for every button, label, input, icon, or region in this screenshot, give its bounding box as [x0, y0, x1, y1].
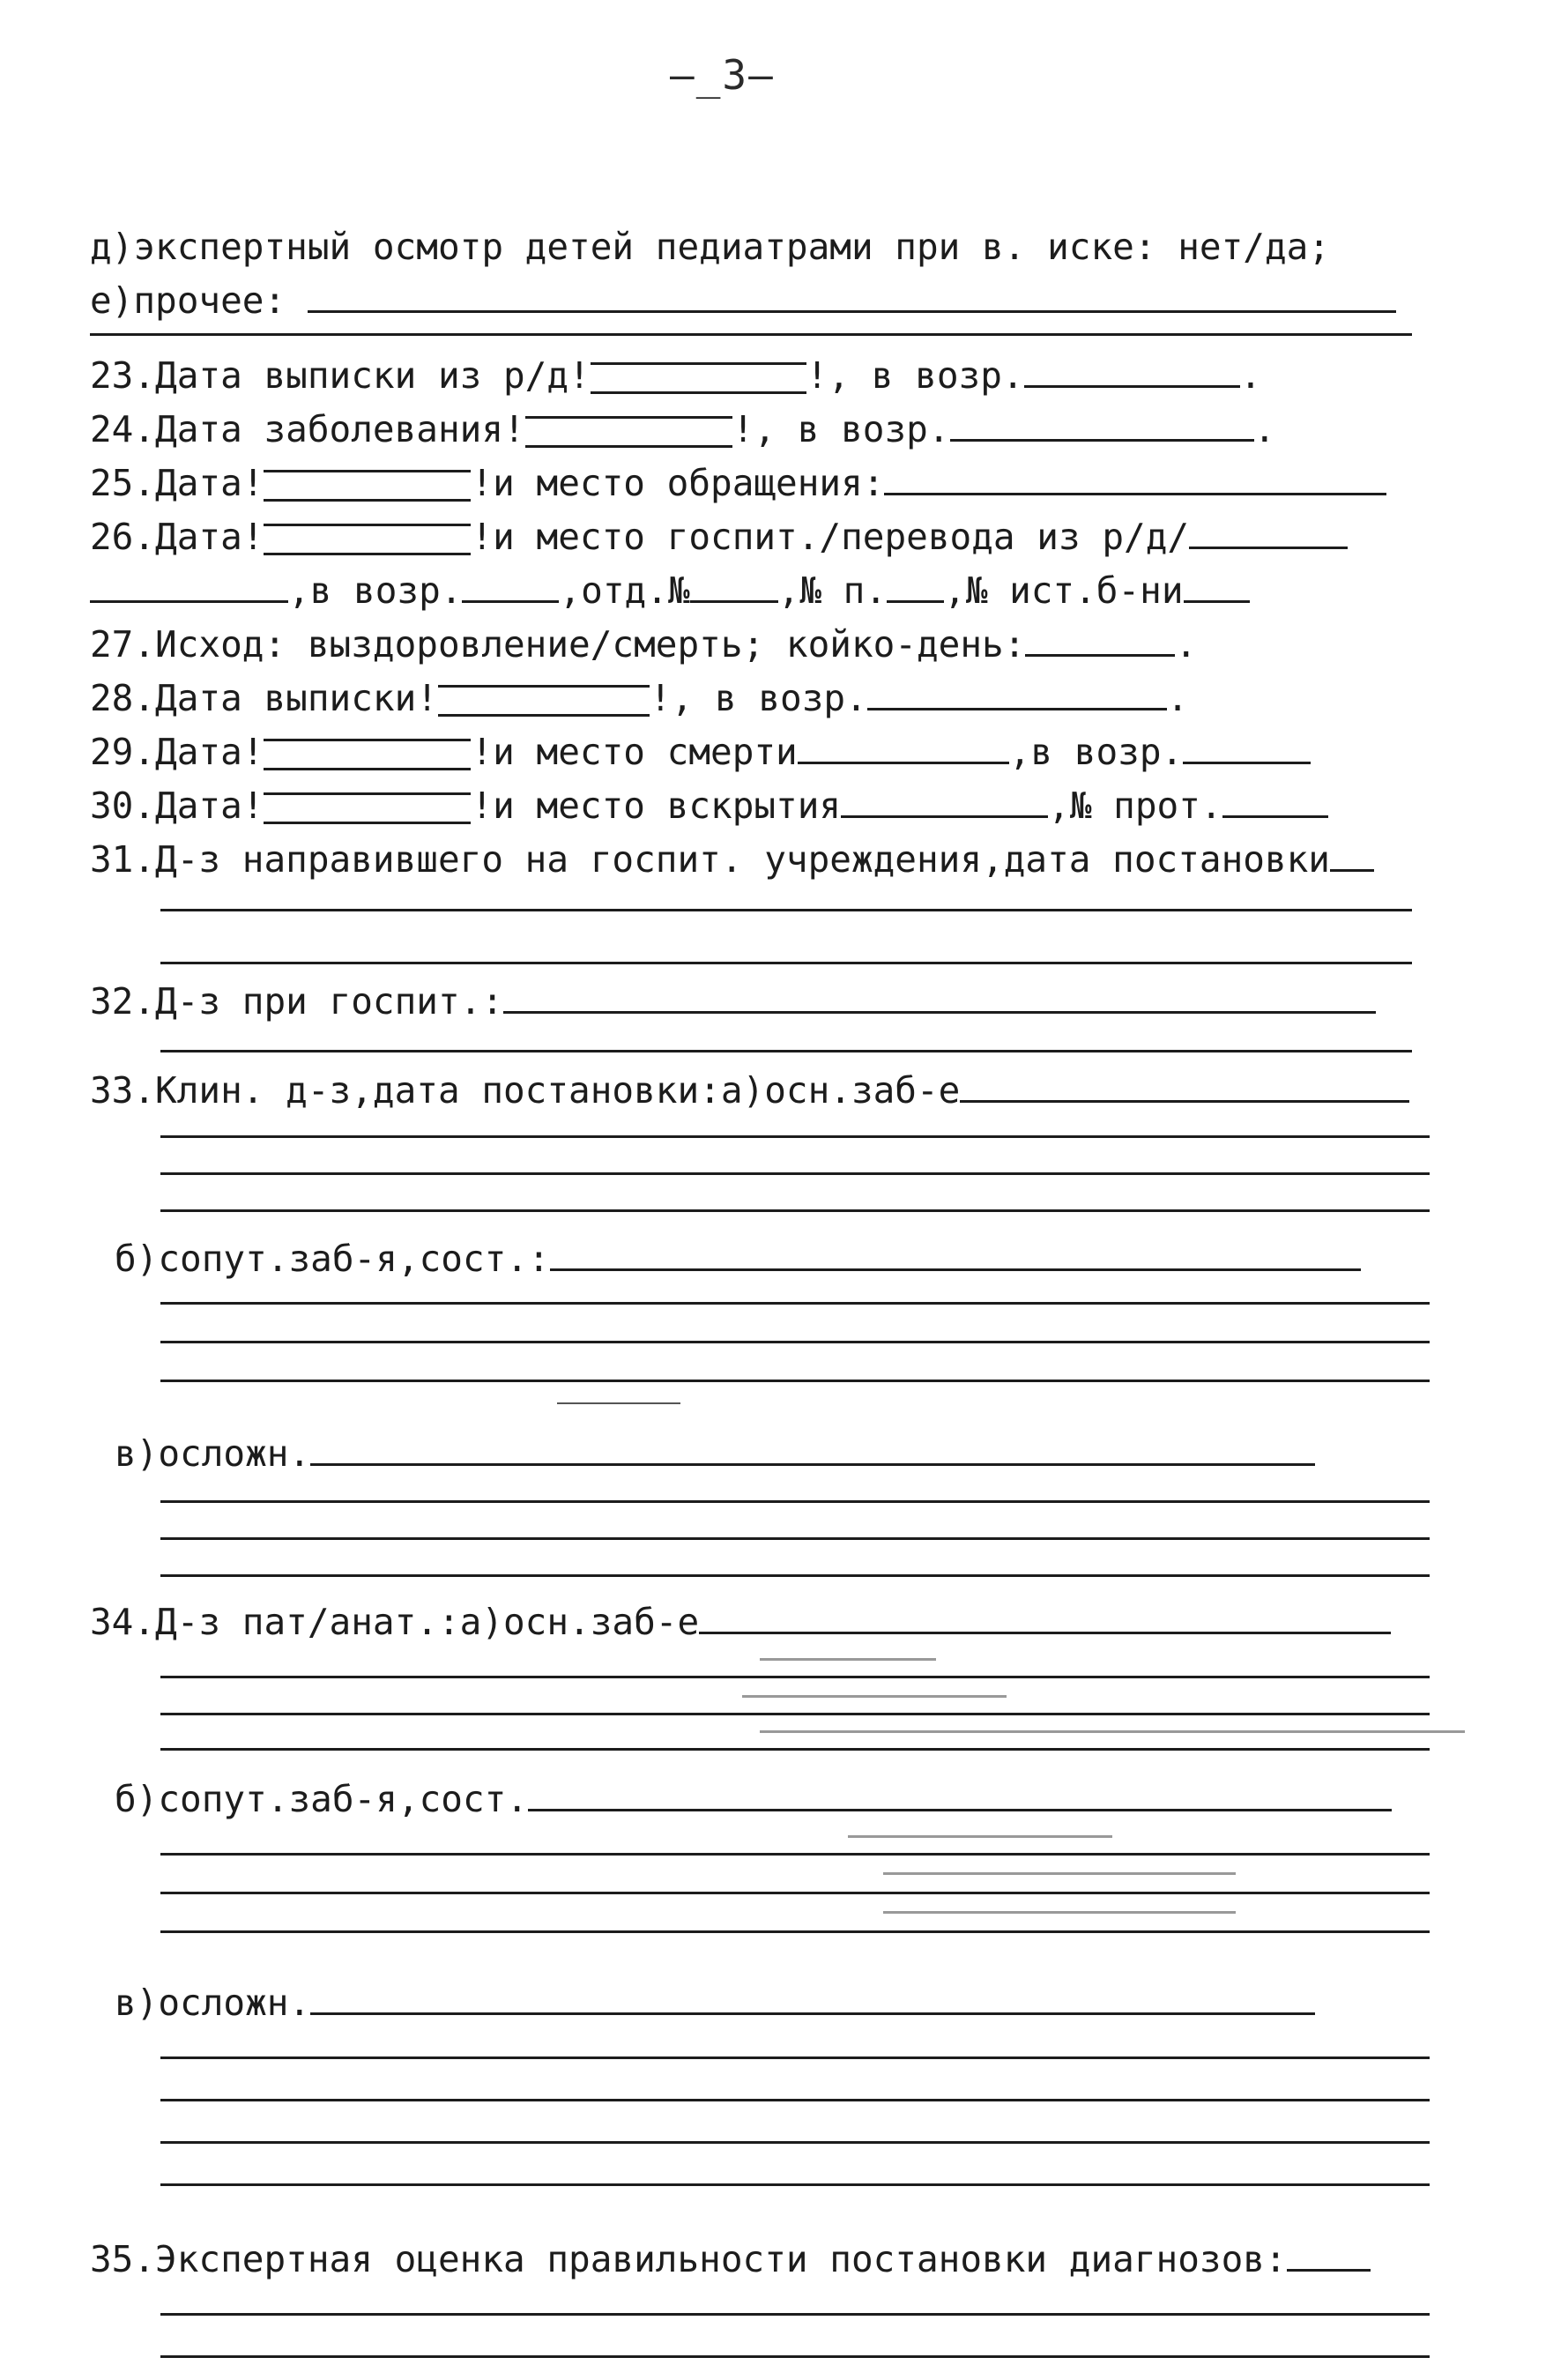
clinical-main-field[interactable] [960, 1068, 1409, 1103]
item-33c [90, 1427, 1447, 1481]
item-30-place-label: !и место вскрытия [471, 785, 842, 827]
discharge2-date-box[interactable] [438, 685, 650, 717]
faded-text [742, 1695, 1007, 1698]
item-33 [90, 1064, 1447, 1118]
item-33c-lines [90, 1481, 1447, 1595]
item-32 [90, 975, 1447, 1029]
write-line[interactable] [160, 2056, 1430, 2059]
item-31 [90, 833, 1447, 887]
item-35 [90, 2233, 1447, 2287]
item-34c-lines [90, 2030, 1447, 2233]
item-33c-label: в)осложн. [115, 1432, 311, 1475]
clinical-complications-field[interactable] [310, 1432, 1315, 1466]
item-23-age-label: !, в возр. [806, 354, 1024, 397]
item-28-end: . [1166, 677, 1189, 719]
item-33b [90, 1232, 1447, 1286]
item-24-end: . [1253, 408, 1276, 450]
discharge-date-box[interactable] [591, 362, 806, 394]
pathology-concomitant-field[interactable] [528, 1777, 1392, 1811]
item-27-end: . [1175, 623, 1198, 666]
item-24 [90, 403, 1447, 457]
item-34b-label: б)сопут.заб-я,сост. [115, 1778, 528, 1820]
write-line[interactable] [160, 1748, 1430, 1751]
item-23-label: 23.Дата выписки из р/д! [90, 354, 591, 397]
item-33-label: 33.Клин. д-з,дата постановки:а)осн.заб-е [90, 1069, 961, 1112]
write-line[interactable] [160, 2141, 1430, 2144]
faded-text [848, 1835, 1112, 1838]
pathology-complications-field[interactable] [310, 1981, 1315, 2015]
appeal-place-field[interactable] [884, 461, 1386, 495]
item-25-place-label: !и место обращения: [471, 462, 885, 504]
item-24-label: 24.Дата заболевания! [90, 408, 525, 450]
item-34b-lines [90, 1826, 1447, 1976]
item-30 [90, 779, 1447, 833]
item-32-lines [90, 1029, 1447, 1064]
faded-text [883, 1911, 1236, 1914]
item-d-expert-exam [90, 220, 1447, 274]
write-line[interactable] [160, 1341, 1430, 1343]
write-line[interactable] [160, 1892, 1430, 1894]
item-30-protocol-label: ,№ прот. [1048, 785, 1222, 827]
item-26-age-label: ,в возр. [288, 569, 463, 612]
item-26-room-label: ,№ п. [777, 569, 888, 612]
write-line[interactable] [160, 1713, 1430, 1715]
write-line[interactable] [160, 2313, 1430, 2316]
item-29 [90, 725, 1447, 779]
item-28 [90, 672, 1447, 725]
bed-days-field[interactable] [1025, 622, 1175, 657]
clinical-concomitant-field[interactable] [550, 1237, 1361, 1271]
item-e-other [90, 274, 1447, 328]
write-line[interactable] [160, 1135, 1430, 1138]
faded-text [760, 1658, 936, 1661]
item-35-lines [90, 2287, 1447, 2366]
item-29-label: 29.Дата! [90, 731, 264, 773]
death-date-box[interactable] [264, 739, 471, 770]
item-34c-label: в)осложн. [115, 1982, 311, 2024]
department-field[interactable] [690, 569, 778, 603]
admission-diagnosis-field[interactable] [503, 979, 1376, 1014]
item-26-label: 26.Дата! [90, 516, 264, 558]
item-27-label: 27.Исход: выздоровление/смерть; койко-день: [90, 623, 1026, 666]
hospitalization-date-box[interactable] [264, 524, 471, 555]
item-34c [90, 1976, 1447, 2030]
item-25 [90, 457, 1447, 510]
item-26-place-label: !и место госпит./перевода из р/д/ [471, 516, 1190, 558]
item-26-history-label: ,№ ист.б-ни [944, 569, 1184, 612]
write-line[interactable] [160, 962, 1412, 964]
expert-assessment-field[interactable] [1287, 2237, 1371, 2272]
write-line[interactable] [160, 1380, 1430, 1382]
hospitalization-place-field-cont[interactable] [90, 569, 288, 603]
hospitalization-age-field[interactable] [462, 569, 559, 603]
write-line[interactable] [160, 909, 1412, 911]
discharge2-age-field[interactable] [867, 676, 1167, 710]
item-23 [90, 349, 1447, 403]
write-line[interactable] [160, 1209, 1430, 1212]
death-age-field[interactable] [1183, 730, 1311, 764]
item-28-age-label: !, в возр. [649, 677, 867, 719]
item-30-label: 30.Дата! [90, 785, 264, 827]
appeal-date-box[interactable] [264, 470, 471, 502]
illness-date-box[interactable] [525, 416, 732, 448]
page-number: –_3– [670, 51, 775, 99]
item-32-label: 32.Д-з при госпит.: [90, 980, 503, 1023]
referral-diagnosis-field[interactable] [1330, 837, 1374, 872]
item-24-age-label: !, в возр. [732, 408, 950, 450]
autopsy-date-box[interactable] [264, 792, 471, 824]
item-26 [90, 510, 1447, 564]
item-33-lines [90, 1118, 1447, 1232]
item-23-end: . [1239, 354, 1262, 397]
item-26-dept-label: ,отд.№ [559, 569, 690, 612]
protocol-number-field[interactable] [1222, 784, 1328, 818]
item-31-lines [90, 887, 1447, 975]
pathology-main-field[interactable] [699, 1600, 1391, 1634]
write-line[interactable] [160, 2099, 1430, 2101]
item-25-label: 25.Дата! [90, 462, 264, 504]
medical-record-form [90, 220, 1447, 2366]
write-line[interactable] [160, 1172, 1430, 1175]
item-33b-lines [90, 1286, 1447, 1427]
separator-line [90, 333, 1412, 336]
item-34b [90, 1773, 1447, 1826]
item-29-place-label: !и место смерти [471, 731, 798, 773]
item-35-label: 35.Экспертная оценка правильности постановки диагнозов: [90, 2238, 1287, 2280]
faded-text [883, 1872, 1236, 1875]
faded-text [760, 1730, 1465, 1733]
item-d-label: д)экспертный осмотр детей педиатрами при в. иске: нет/да; [90, 226, 1330, 268]
item-34 [90, 1595, 1447, 1649]
item-28-label: 28.Дата выписки! [90, 677, 438, 719]
write-line[interactable] [160, 1574, 1430, 1577]
discharge-age-field[interactable] [1024, 353, 1240, 388]
illness-age-field[interactable] [950, 407, 1254, 442]
death-place-field[interactable] [798, 730, 1009, 764]
autopsy-place-field[interactable] [841, 784, 1048, 818]
item-34-label: 34.Д-з пат/анат.:а)осн.заб-е [90, 1601, 700, 1643]
write-line[interactable] [160, 1676, 1430, 1678]
item-e-label: е)прочее: [90, 279, 286, 322]
other-field[interactable] [308, 279, 1396, 313]
item-34-lines [90, 1649, 1447, 1773]
write-line[interactable] [160, 2355, 1430, 2358]
write-line[interactable] [160, 1930, 1430, 1933]
write-line[interactable] [160, 1500, 1430, 1503]
write-line[interactable] [160, 1853, 1430, 1856]
write-line[interactable] [160, 2183, 1430, 2186]
write-line[interactable] [160, 1302, 1430, 1305]
item-27 [90, 618, 1447, 672]
item-33b-label: б)сопут.заб-я,сост.: [115, 1238, 550, 1280]
write-line[interactable] [160, 1050, 1412, 1052]
hospitalization-place-field[interactable] [1189, 515, 1348, 549]
write-line[interactable] [160, 1537, 1430, 1540]
item-31-label: 31.Д-з направившего на госпит. учреждения,дата постановки [90, 838, 1330, 881]
item-26-cont [90, 564, 1447, 618]
history-number-field[interactable] [1184, 569, 1250, 603]
item-29-age-label: ,в возр. [1008, 731, 1184, 773]
room-field[interactable] [887, 569, 944, 603]
smudge [557, 1402, 680, 1404]
